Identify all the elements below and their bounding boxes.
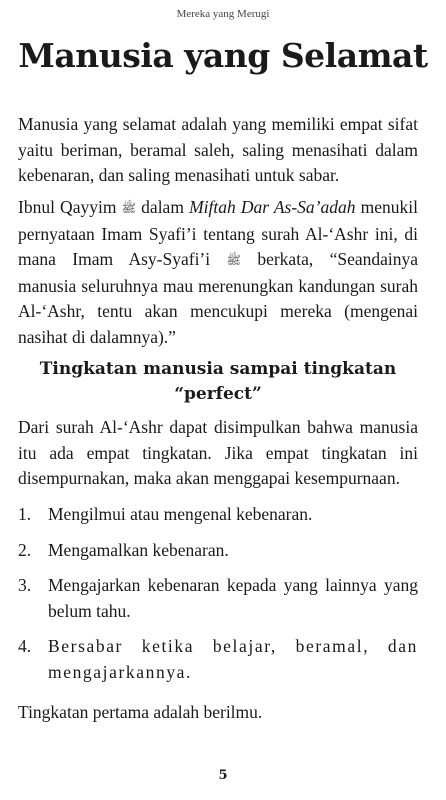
levels-list <box>18 502 418 695</box>
running-head: Mereka yang Merugi <box>176 8 270 20</box>
list-text: Mengilmui atau mengenal kebenaran. <box>48 504 313 524</box>
list-item <box>18 573 418 624</box>
paragraph-levels: Dari surah Al-‘Ashr dapat disimpulkan bahwa manusia itu ada empat tingkatan. Jika empat tingkatan ini disempurnakan, maka akan menggapai kesempurnaan. <box>18 417 418 488</box>
list-item <box>18 634 418 685</box>
page-title: Manusia yang Selamat <box>18 36 428 75</box>
book-title: Miftah Dar As-Sa’adah <box>189 197 356 217</box>
list-text: Bersabar ketika belajar, beramal, dan mengajarkannya. <box>48 636 418 682</box>
list-item <box>18 538 418 564</box>
paragraph-quote-part1: Ibnul Qayyim <box>18 197 122 217</box>
paragraph-intro: Manusia yang selamat adalah yang memiliki empat sifat yaitu beriman, beramal saleh, saling menasihati dalam kebenaran, dan saling menasihati untuk sabar. <box>18 114 418 185</box>
list-text: Mengamalkan kebenaran. <box>48 539 229 560</box>
list-number: 2. <box>18 539 32 560</box>
paragraph-conclusion: Tingkatan pertama adalah berilmu. <box>18 702 263 722</box>
list-number: 4. <box>18 636 32 656</box>
section-subheading: Tingkatan manusia sampai tingkatan “perfect” <box>39 359 397 404</box>
paragraph-quote-part2: dalam <box>136 197 190 217</box>
honorific-symbol: ﷺ <box>226 253 241 267</box>
list-item <box>18 502 418 528</box>
list-number: 3. <box>18 575 32 595</box>
page-number: 5 <box>218 768 228 783</box>
list-text: Mengajarkan kebenaran kepada yang lainnya yang belum tahu. <box>48 575 418 621</box>
list-number: 1. <box>18 504 32 524</box>
honorific-symbol: ﷺ <box>121 201 137 215</box>
paragraph-quote-part3: menukil pernyataan Imam Syafi’i tentang surah Al-‘Ashr ini, di mana Imam Asy-Syafi’i <box>18 197 418 269</box>
paragraph-quote <box>18 195 418 350</box>
paragraph-quote-part4: berkata, “Seandainya manusia seluruhnya mau merenungkan kandungan surah Al-‘Ashr, tentu akan mencukupi mereka (mengenai nasihat di dalamnya).” <box>18 249 418 347</box>
